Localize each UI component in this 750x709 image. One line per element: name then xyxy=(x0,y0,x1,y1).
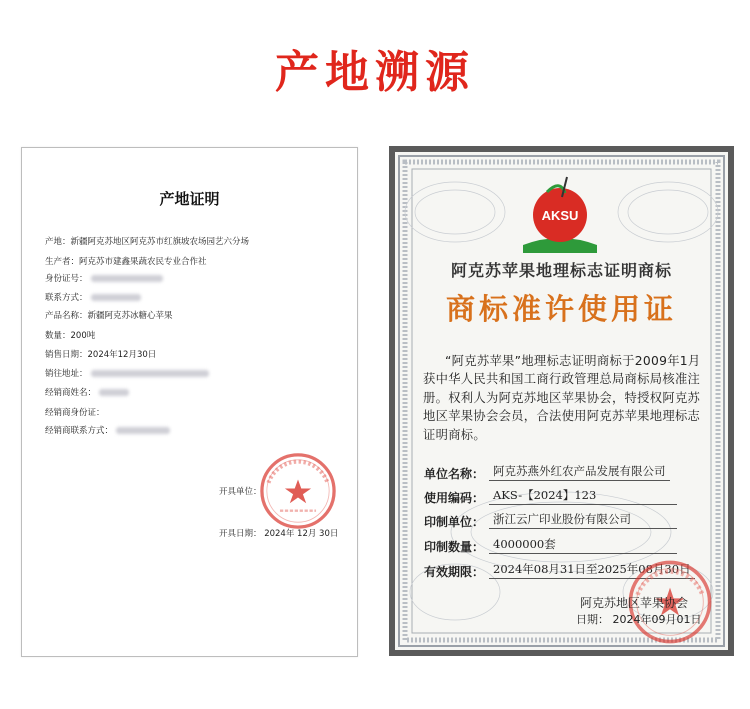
id-number-row xyxy=(45,272,163,284)
validity-period-value: 2024年08月31日至2025年08月30日 xyxy=(489,561,695,579)
field-label: 联系方式： xyxy=(45,293,88,303)
field-label: 经销商姓名： xyxy=(45,388,97,398)
redacted-value xyxy=(91,275,163,282)
certificate-body xyxy=(395,152,728,650)
company-name-value: 阿克苏燕外红农产品发展有限公司 xyxy=(489,463,670,481)
dealer-contact-row xyxy=(45,424,170,436)
field-label: 销售日期： xyxy=(45,350,88,360)
redacted-value xyxy=(91,294,141,301)
trademark-license-certificate xyxy=(389,146,734,656)
issuer-name: 阿克苏地区苹果协会 xyxy=(580,596,689,610)
certificate-subtitle: 阿克苏苹果地理标志证明商标 xyxy=(450,261,672,280)
destination-row xyxy=(45,367,209,379)
field-label: 数量： xyxy=(45,331,71,341)
certificate-title: 产地证明 xyxy=(159,190,220,208)
issuer-label: 开具单位： xyxy=(219,487,262,497)
origin-row xyxy=(45,235,249,247)
dealer-name-row xyxy=(45,386,129,398)
field-value: 新疆阿克苏冰糖心苹果 xyxy=(87,311,173,321)
field-label: 有效期限： xyxy=(424,565,485,579)
field-label: 单位名称： xyxy=(424,467,485,481)
usage-code-value: AKS-【2024】123 xyxy=(489,487,677,505)
redacted-value xyxy=(99,389,129,396)
issue-date: 开具日期： 2024年 12月 30日 xyxy=(219,529,339,539)
redacted-value xyxy=(91,370,209,377)
field-label: 生产者： xyxy=(45,257,80,267)
sale-date-row xyxy=(45,348,156,360)
certificate-text: “阿克苏苹果”地理标志证明商标于2009年1月获中华人民共和国工商行政管理总局商标局核准注册。权利人为阿克苏地区苹果协会，特授权阿克苏地区苹果协会会员，合法使用阿克苏苹果地理标志证明商标。 xyxy=(423,354,701,442)
origin-certificate xyxy=(21,147,358,657)
field-value: 2024年12月30日 xyxy=(87,350,157,360)
official-seal-icon xyxy=(257,450,339,532)
producer-row xyxy=(45,255,207,267)
product-name-row xyxy=(45,309,173,321)
contact-row xyxy=(45,291,141,303)
field-value: 阿克苏市建鑫果蔬农民专业合作社 xyxy=(79,257,207,267)
field-label: 销往地址： xyxy=(45,369,88,379)
issue-date: 日期： 2024年09月01日 xyxy=(576,613,702,626)
field-value: 新疆阿克苏地区阿克苏市红旗坡农场园艺六分场 xyxy=(70,237,250,247)
field-label: 产品名称： xyxy=(45,311,88,321)
field-label: 身份证号： xyxy=(45,274,88,284)
logo-text: AKSU xyxy=(541,208,579,223)
printer-value: 浙江云广印业股份有限公司 xyxy=(489,511,677,529)
field-label: 经销商身份证： xyxy=(45,408,105,418)
field-label: 经销商联系方式： xyxy=(45,426,114,436)
field-label: 产地： xyxy=(45,237,71,247)
certificate-title: 商标准许使用证 xyxy=(445,292,677,326)
dealer-id-row xyxy=(45,406,105,418)
field-label: 使用编码： xyxy=(424,491,485,505)
field-label: 印制数量： xyxy=(424,540,485,554)
field-value: 200吨 xyxy=(70,331,96,341)
aksu-logo-icon xyxy=(515,175,605,257)
page-title: 产地溯源 xyxy=(275,47,475,98)
redacted-value xyxy=(116,427,170,434)
quantity-row xyxy=(45,329,95,341)
field-label: 印制单位： xyxy=(424,515,485,529)
print-quantity-value: 4000000套 xyxy=(489,536,677,554)
